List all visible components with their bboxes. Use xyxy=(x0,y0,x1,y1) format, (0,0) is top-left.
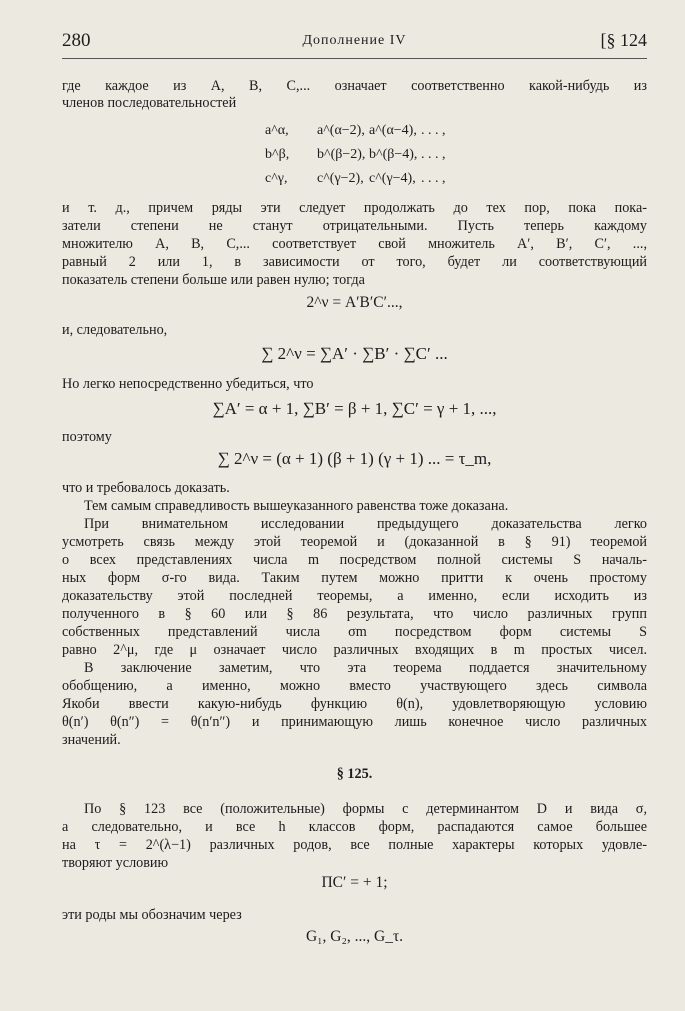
formula: G₁, G₂, ..., G_τ. xyxy=(305,928,404,945)
text-line: где каждое из A, B, C,... означает соответственно какой-нибудь из xyxy=(62,78,647,94)
seq-term: c^(γ−4), xyxy=(369,171,416,186)
text-line: поэтому xyxy=(62,429,112,445)
text-line: значений. xyxy=(62,732,121,748)
text-line: обобщению, а именно, можно вместо участвующего здесь символа xyxy=(62,678,647,694)
sequence-row-a xyxy=(265,122,461,140)
text-line: множителю A, B, C,... соответствует свой множитель A′, B′, C′, ..., xyxy=(62,236,647,252)
seq-term: . . . , xyxy=(421,147,446,162)
formula: ∑ 2^ν = (α + 1) (β + 1) (γ + 1) ... = τ_m, xyxy=(217,449,492,468)
text-line: на τ = 2^(λ−1) различных родов, все полные характеры которых удовле- xyxy=(62,837,647,853)
text-line: равный 2 или 1, в зависимости от того, будет ли соответствующий xyxy=(62,254,647,270)
page-number: 280 xyxy=(62,30,91,51)
seq-term: b^(β−4), xyxy=(369,147,418,162)
formula: ∑A′ = α + 1, ∑B′ = β + 1, ∑C′ = γ + 1, ..., xyxy=(212,399,497,418)
seq-term: a^α, xyxy=(265,123,289,138)
text-line: собственных представлений числа σm посредством форм системы S xyxy=(62,624,647,640)
text-line: По § 123 все (положительные) формы с детерминантом D и вида σ, xyxy=(84,801,647,817)
text-line: что и требовалось доказать. xyxy=(62,480,230,496)
text-line: эти роды мы обозначим через xyxy=(62,907,242,923)
text-line: доказательству этой последней теоремы, а именно, если исходить из xyxy=(62,588,647,604)
text-line: затели степени не станут отрицательными. Пусть теперь каждому xyxy=(62,218,647,234)
seq-term: a^(α−2), xyxy=(317,123,365,138)
text-line: показатель степени больше или равен нулю; тогда xyxy=(62,272,365,288)
seq-term: c^γ, xyxy=(265,171,288,186)
text-line: θ(n′) θ(n″) = θ(n′n″) и принимающую лишь конечное число различных xyxy=(62,714,647,730)
text-line: ных форм σ-го вида. Таким путем можно притти к очень простому xyxy=(62,570,647,586)
text-line: и т. д., причем ряды эти следует продолжать до тех пор, пока пока- xyxy=(62,200,647,216)
text-line: полученного в § 60 или § 86 результата, что число различных групп xyxy=(62,606,647,622)
text-line: равно 2^μ, где μ означает число различных входящих в m простых чисел. xyxy=(62,642,647,658)
text-line: а следовательно, и все h классов форм, распадаются самое большее xyxy=(62,819,647,835)
text-line: Якоби ввести какую-нибудь функцию θ(n), удовлетворяющую условию xyxy=(62,696,647,712)
text-line: усмотреть связь между этой теоремой и (доказанной в § 91) теоремой xyxy=(62,534,647,550)
header-rule xyxy=(62,58,647,59)
sequence-row-b xyxy=(265,146,461,164)
text-line: о всех представлениях числа m посредством полной системы S началь- xyxy=(62,552,647,568)
seq-term: b^β, xyxy=(265,147,290,162)
text-line: Но легко непосредственно убедиться, что xyxy=(62,376,314,392)
formula: ∑ 2^ν = ∑A′ · ∑B′ · ∑C′ ... xyxy=(261,344,448,363)
section-marker: [§ 124 xyxy=(600,30,647,50)
sequence-row-c xyxy=(265,170,461,188)
text-line: При внимательном исследовании предыдущего доказательства легко xyxy=(84,516,647,532)
section-heading: § 125. xyxy=(336,766,373,782)
seq-term: b^(β−2), xyxy=(317,147,366,162)
seq-term: . . . , xyxy=(421,123,446,138)
text-line: творяют условию xyxy=(62,855,169,871)
running-title: Дополнение IV xyxy=(302,33,407,48)
seq-term: c^(γ−2), xyxy=(317,171,364,186)
text-line: Тем самым справедливость вышеуказанного равенства тоже доказана. xyxy=(84,498,509,514)
running-header xyxy=(62,30,647,56)
formula: ΠC′ = + 1; xyxy=(321,874,388,891)
text-line: и, следовательно, xyxy=(62,322,168,338)
text-line: членов последовательностей xyxy=(62,95,237,111)
seq-term: a^(α−4), xyxy=(369,123,417,138)
formula: 2^ν = A′B′C′..., xyxy=(306,294,403,311)
seq-term: . . . , xyxy=(421,171,446,186)
text-line: В заключение заметим, что эта теорема поддается значительному xyxy=(84,660,647,676)
